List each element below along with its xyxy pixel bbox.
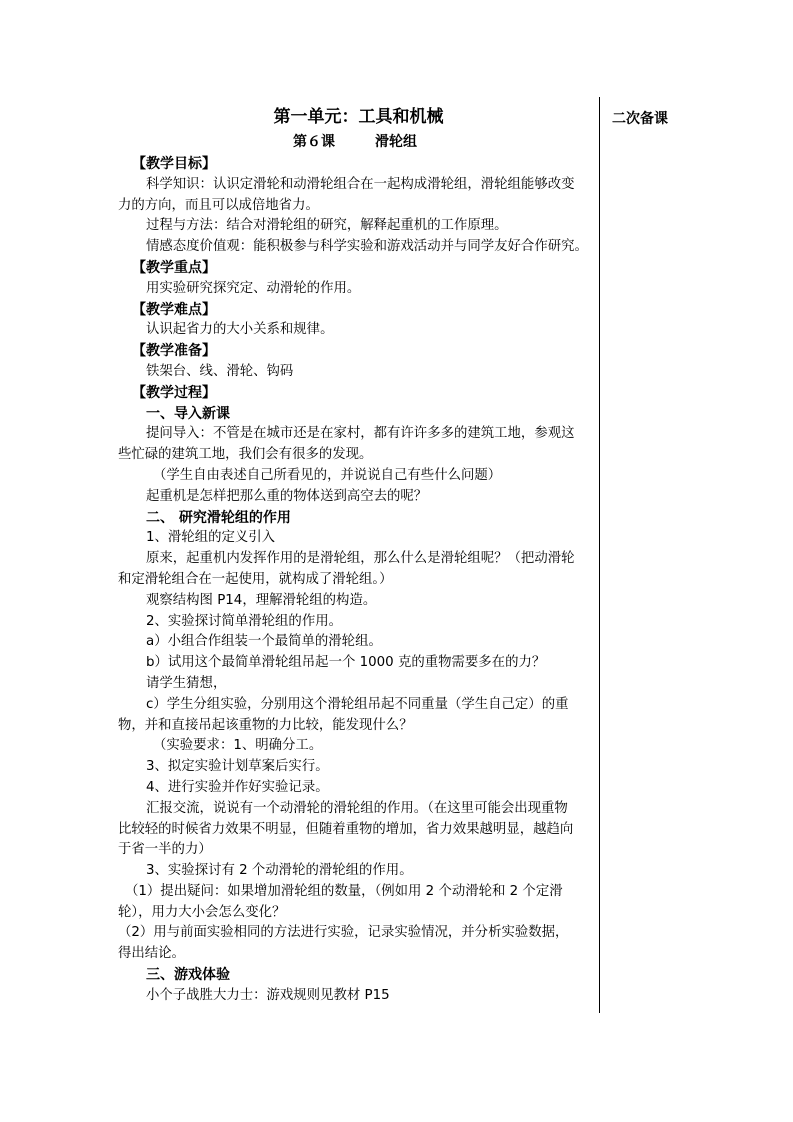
lesson-number: 第６课 — [293, 134, 335, 150]
text-line: 2、实验探讨简单滑轮组的作用。 — [146, 613, 342, 629]
text-line: 铁架台、线、滑轮、钩码 — [146, 363, 294, 379]
section-heading: 【教学过程】 — [132, 384, 216, 401]
text-line: 3、实验探讨有 2 个动滑轮的滑轮组的作用。 — [146, 863, 413, 879]
text-line: 认识起省力的大小关系和规律。 — [146, 322, 334, 338]
text-line: c）学生分组实验，分别用这个滑轮组吊起不同重量（学生自己定）的重 — [146, 696, 569, 712]
text-line: 轮），用力大小会怎么变化？ — [118, 904, 286, 920]
text-line: 情感态度价值观：能积极参与科学实验和游戏活动并与同学友好合作研究。 — [146, 239, 588, 255]
text-line: 1、滑轮组的定义引入 — [146, 530, 276, 546]
text-line: 比较轻的时候省力效果不明显，但随着重物的增加，省力效果越明显，越趋向 — [118, 821, 574, 837]
text-line: 原来，起重机内发挥作用的是滑轮组，那么什么是滑轮组呢？（把动滑轮 — [146, 551, 575, 567]
lesson-name: 滑轮组 — [375, 134, 417, 150]
text-line: b）试用这个最简单滑轮组吊起一个 1000 克的重物需要多在的力？ — [146, 655, 546, 671]
text-line: （实验要求：1、明确分工。 — [153, 738, 323, 754]
text-line: 起重机是怎样把那么重的物体送到高空去的呢？ — [146, 488, 428, 504]
lesson-content — [118, 104, 599, 1007]
text-line: 物，并和直接吊起该重物的力比较，能发现什么？ — [118, 717, 413, 733]
secondary-prep-label: 二次备课 — [612, 111, 668, 127]
process-step-heading: 三、游戏体验 — [146, 967, 230, 984]
text-line: 些忙碌的建筑工地，我们会有很多的发现。 — [118, 447, 373, 463]
process-step-heading: 一、导入新课 — [146, 405, 230, 422]
text-line: 力的方向，而且可以成倍地省力。 — [118, 197, 319, 213]
lesson-heading — [118, 130, 599, 154]
text-line: 过程与方法：结合对滑轮组的研究，解释起重机的工作原理。 — [146, 218, 508, 234]
text-line: （学生自由表述自己所看见的，并说说自己有些什么问题） — [153, 467, 502, 483]
text-line: 3、拟定实验计划草案后实行。 — [146, 759, 329, 775]
column-divider — [599, 97, 600, 1013]
section-heading: 【教学难点】 — [132, 301, 216, 318]
text-line: 科学知识：认识定滑轮和动滑轮组合在一起构成滑轮组，滑轮组能够改变 — [146, 176, 575, 192]
text-line: 提问导入：不管是在城市还是在家村，都有许许多多的建筑工地，参观这 — [146, 426, 575, 442]
text-line: 汇报交流，说说有一个动滑轮的滑轮组的作用。（在这里可能会出现重物 — [146, 800, 568, 816]
section-heading: 【教学重点】 — [132, 259, 216, 276]
text-line: 4、进行实验并作好实验记录。 — [146, 779, 329, 795]
lesson-body — [118, 154, 599, 1007]
text-line: 和定滑轮组合在一起使用，就构成了滑轮组。） — [118, 571, 393, 587]
text-line: 用实验研究探究定、动滑轮的作用。 — [146, 280, 361, 296]
text-line: 观察结构图 P14，理解滑轮组的构造。 — [146, 592, 377, 608]
text-line: 小个子战胜大力士：游戏规则见教材 P15 — [146, 987, 390, 1003]
text-line: 得出结论。 — [118, 946, 185, 962]
text-line: 请学生猜想， — [146, 675, 227, 691]
text-line: a）小组合作组装一个最简单的滑轮组。 — [146, 634, 382, 650]
process-step-heading: 二、 研究滑轮组的作用 — [146, 509, 291, 526]
text-line: （1）提出疑问：如果增加滑轮组的数量，（例如用 2 个动滑轮和 2 个定滑 — [125, 883, 563, 899]
section-heading: 【教学准备】 — [132, 343, 216, 360]
unit-title: 第一单元：工具和机械 — [273, 107, 444, 127]
text-line: （2）用与前面实验相同的方法进行实验，记录实验情况，并分析实验数据， — [118, 925, 569, 941]
section-heading: 【教学目标】 — [132, 156, 216, 172]
text-line: 于省一半的力） — [118, 842, 212, 858]
